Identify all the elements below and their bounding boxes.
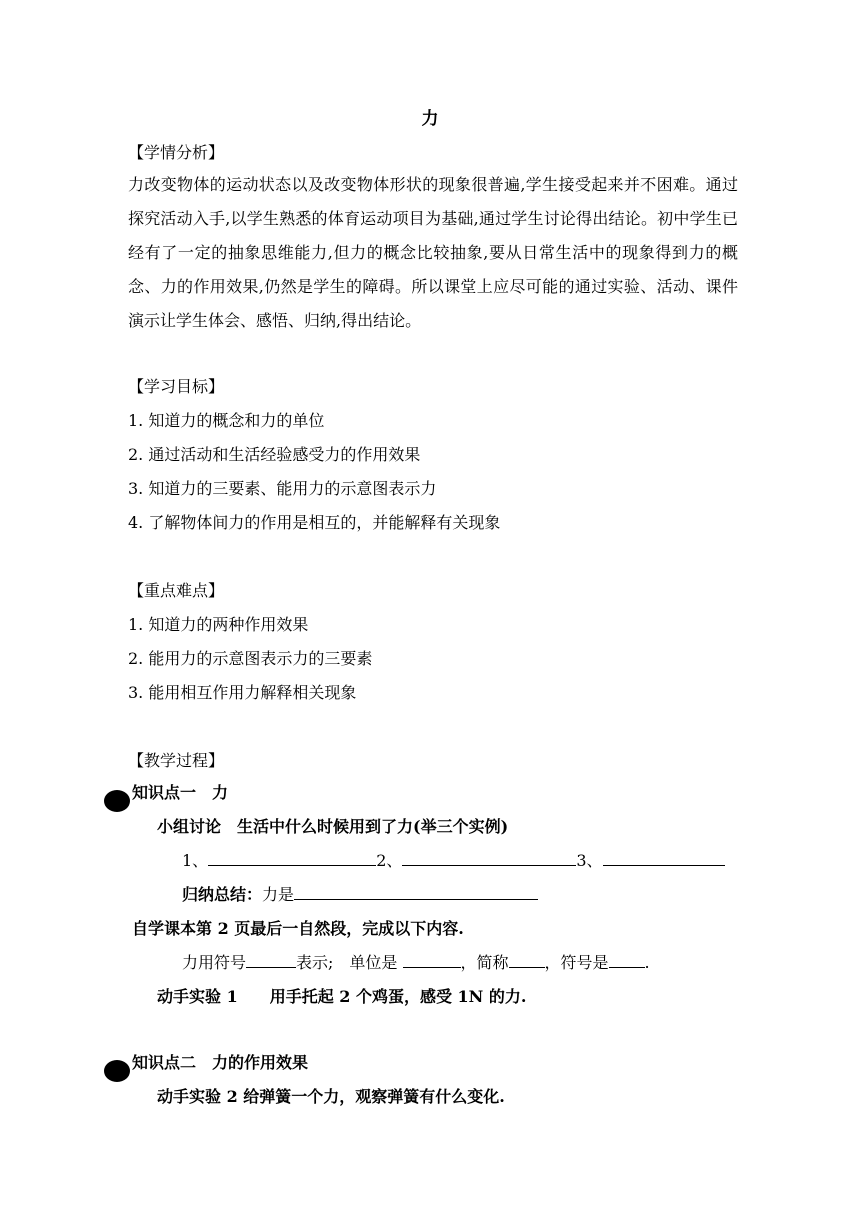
goal-item-3: 3. 知道力的三要素、能用力的示意图表示力 [128, 479, 437, 498]
goal-item-4: 4. 了解物体间力的作用是相互的，并能解释有关现象 [128, 513, 501, 532]
examples-row [182, 848, 725, 871]
keypoint-item-1: 1. 知道力的两种作用效果 [128, 615, 309, 634]
fill-text-d: ，符号是 [544, 953, 609, 972]
summary-label: 归纳总结： [182, 885, 263, 904]
unit-blank[interactable] [403, 953, 461, 968]
fill-text-b: 表示; 单位是 [296, 953, 403, 972]
analysis-text: 力改变物体的运动状态以及改变物体形状的现象很普遍,学生接受起来并不困难。通过探究活动入手,以学生熟悉的体育运动项目为基础,通过学生讨论得出结论。初中学生已经有了一定的抽象思维能力,但力的概念比较抽象,要从日常生活中的现象得到力的概念、力的作用效果,仍然是学生的障碍。所以课堂上应尽可能的通过实验、活动、课件演示让学生体会、感悟、归纳,得出结论。 [128, 175, 738, 330]
goals-heading: 【学习目标】 [128, 377, 225, 396]
experiment-2: 动手实验 2 给弹簧一个力，观察弹簧有什么变化. [157, 1087, 505, 1106]
experiment-1: 动手实验 1 用手托起 2 个鸡蛋，感受 1N 的力. [157, 987, 527, 1006]
group-discussion: 小组讨论 生活中什么时候用到了力(举三个实例) [157, 817, 509, 836]
fill-text-a: 力用符号 [182, 953, 247, 972]
blank-label-2: 2、 [376, 851, 403, 870]
fill-text-e: . [644, 953, 650, 972]
example-blank-2[interactable] [402, 851, 576, 866]
keypoint-item-3: 3. 能用相互作用力解释相关现象 [128, 683, 357, 702]
knowledge-point-1-title: 知识点一 力 [132, 783, 229, 802]
knowledge-point-2-title: 知识点二 力的作用效果 [132, 1053, 309, 1072]
symbol-blank[interactable] [246, 953, 296, 968]
analysis-heading: 【学情分析】 [128, 143, 225, 162]
example-blank-3[interactable] [603, 851, 725, 866]
example-blank-1[interactable] [208, 851, 376, 866]
fill-text-c: ，简称 [460, 953, 509, 972]
summary-row [182, 882, 538, 905]
process-heading: 【教学过程】 [128, 751, 225, 770]
keypoints-heading: 【重点难点】 [128, 581, 225, 600]
self-study-instruction: 自学课本第 2 页最后一自然段，完成以下内容. [132, 919, 464, 938]
bullet-dot-2 [104, 1060, 130, 1082]
fill-in-row [182, 950, 650, 973]
keypoint-item-2: 2. 能用力的示意图表示力的三要素 [128, 649, 373, 668]
blank-label-1: 1、 [182, 851, 209, 870]
goal-item-1: 1. 知道力的概念和力的单位 [128, 411, 325, 430]
abbreviation-blank[interactable] [509, 953, 545, 968]
goal-item-2: 2. 通过活动和生活经验感受力的作用效果 [128, 445, 421, 464]
bullet-dot-1 [104, 790, 130, 812]
analysis-paragraph [128, 168, 738, 338]
unit-symbol-blank[interactable] [609, 953, 645, 968]
blank-label-3: 3、 [576, 851, 603, 870]
document-title: 力 [421, 109, 439, 129]
summary-text: 力是 [262, 885, 295, 904]
summary-blank[interactable] [294, 885, 538, 900]
